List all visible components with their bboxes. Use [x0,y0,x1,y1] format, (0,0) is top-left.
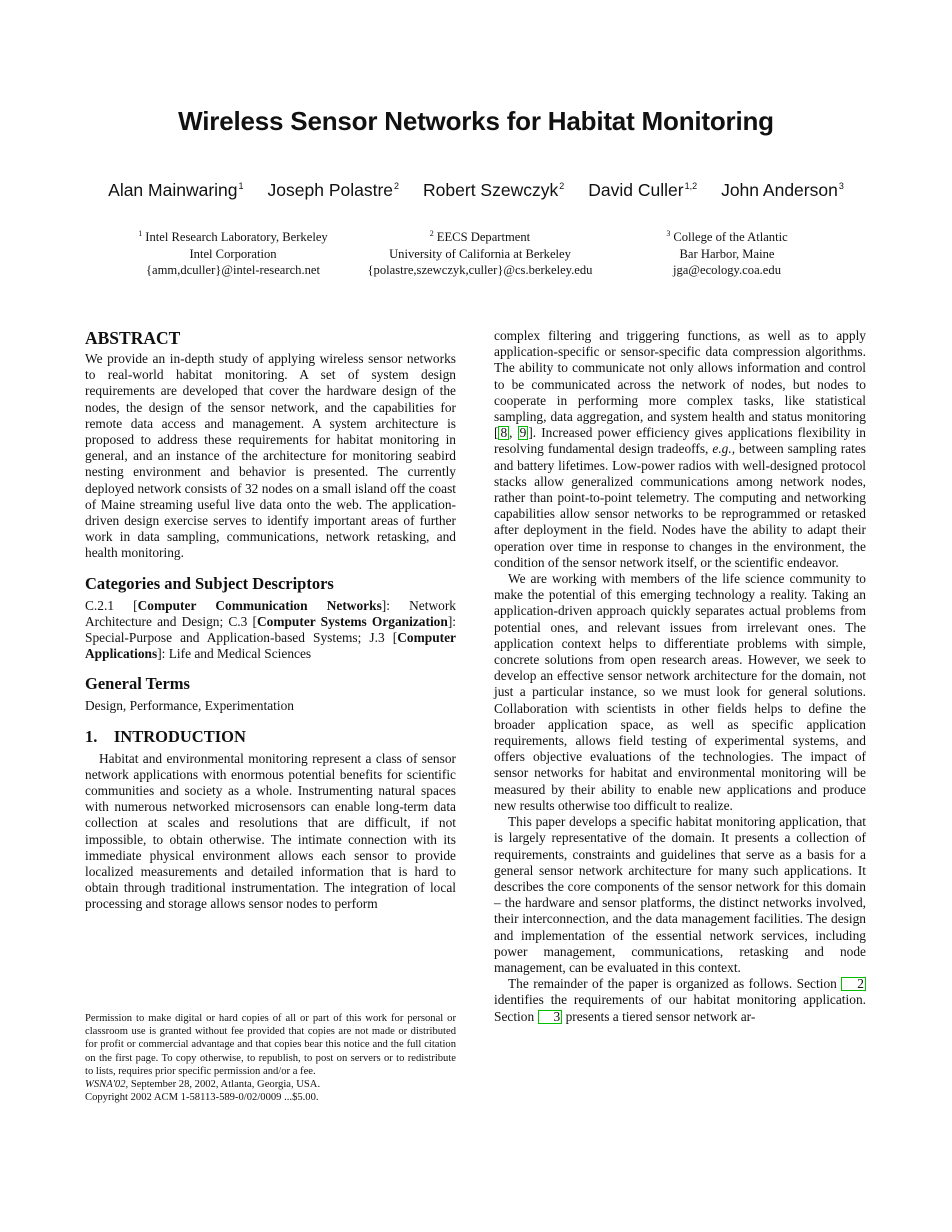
author: Joseph Polastre$^2$ [267,180,400,200]
author: David Culler$^{1,2}$ [588,180,698,200]
general-terms-text: Design, Performance, Experimentation [85,698,294,714]
right-column [494,328,866,1025]
author: Robert Szewczyk$^2$ [423,180,565,200]
section-link-2[interactable]: 2 [841,977,866,991]
body-paragraph: We are working with members of the life science community to make the potential of this emerging technology a reality. Taking an application-driven approach quickly separates actual problems from potential ones, and relevant issues from irrelevant ones. The application context helps to differentiate problems with simple, concrete solutions from open research areas. However, we seek to develop an effective sensor network architecture for the domain, not just a particular instance, so we must look for general solutions. Collaboration with scientists in other fields helps to define the broader application space, as well as specific application requirements, allows field testing of experimental systems, and offers objective evaluations of the technologies. The impact of sensor networks for habitat and environmental monitoring will be measured by their ability to enable new applications and produce new results otherwise too difficult to realize. [494,571,866,813]
categories-heading: Categories and Subject Descriptors [85,573,334,593]
author-list [0,180,952,201]
venue-line: WSNA'02, September 28, 2002, Atlanta, Georgia, USA. [85,1079,321,1091]
author: Alan Mainwaring$^1$ [108,180,244,200]
abstract-text: We provide an in-depth study of applying wireless sensor networks to real-world habitat monitoring. A set of system design requirements are developed that cover the hardware design of the nodes, the design of the sensor network, and the capabilities for remote data access and management. A system architecture is proposed to address these requirements for habitat monitoring in general, and an instance of the architecture for monitoring seabird nesting environment and behavior is presented. The currently deployed network consists of 32 nodes on a small island off the coast of Maine streaming useful live data onto the web. The application-driven design exercise serves to identify important areas of further work in data sampling, communications, network retasking, and health monitoring. [85,351,456,561]
copyright-line: Copyright 2002 ACM 1-58113-589-0/02/0009 ...$5.00. [85,1092,319,1104]
body-paragraph: complex filtering and triggering functions, as well as to apply application-specific or sensor-specific data compression algorithms. The ability to communicate not only allows information and control to be communicated across the network of nodes, but nodes to cooperate in performing more complex tasks, like statistical sampling, data aggregation, and system health and status monitoring [ 8 , 9 ]. Increased power efficiency gives applications flexibility in resolving fundamental design tradeoffs, e.g., between sampling rates and battery lifetimes. Low-power radios with well-designed protocol stacks allow generalized communications among network nodes, rather than point-to-point telemetry. The computing and networking capabilities allow sensor networks to be reprogrammed or retasked after deployment in the field. Nodes have the ability to adapt their operation over time in response to changes in the environment, the condition of the sensor network itself, or the scientific endeavor. [494,328,867,570]
section-link-3[interactable]: 3 [538,1010,563,1024]
body-paragraph: The remainder of the paper is organized as follows. Section 2 identifies the requirements of our habitat monitoring application. Section 3 presents a tiered sensor network ar- [494,976,866,1024]
citation-link-8[interactable]: 8 [500,425,508,441]
left-column [85,328,456,913]
author: John Anderson$^3$ [721,180,844,200]
paper-title: Wireless Sensor Networks for Habitat Monitoring [178,106,774,136]
affiliation-intel: $^1$ Intel Research Laboratory, Berkeley Intel Corporation {amm,dculler}@intel-research.net [138,229,328,277]
abstract-heading: ABSTRACT [85,328,181,348]
categories-text: C.2.1 [Computer Communication Networks]: Network Architecture and Design; C.3 [Computer Systems Organization]: Special-Purpose and Application-based Systems; J.3 [Computer Applications]: Life and Medical Sciences [85,597,456,662]
permission-text: Permission to make digital or hard copies of all or part of this work for personal or classroom use is granted without fee provided that copies are not made or distributed for profit or commercial advantage and that copies bear this notice and the full citation on the first page. To copy otherwise, to republish, to post on servers or to redistribute to lists, requires prior specific permission and/or a fee. [85,1013,456,1077]
body-paragraph: This paper develops a specific habitat monitoring application, that is largely representative of the domain. It presents a collection of requirements, constraints and guidelines that serve as a basis for a general sensor network architecture for many such applications. It describes the core components of the sensor network for this domain – the hardware and sensor platforms, the distinct networks involved, their interconnection, and the data management facilities. The design and implementation of the essential network services, including power management, communications, retasking and node management, can be evaluated in this context. [494,814,866,975]
citation-link-9[interactable]: 9 [519,425,527,441]
general-terms-heading: General Terms [85,674,190,694]
introduction-paragraph: Habitat and environmental monitoring represent a class of sensor network applications with enormous potential benefits for scientific communities and society as a whole. Instrumenting natural spaces with numerous networked microsensors can enable long-term data collection at scales and resolutions that are difficult, if not impossible, to obtain otherwise. The intimate connection with its immediate physical environment allows each sensor to provide localized measurements and detailed information that is hard to obtain through traditional instrumentation. The integration of local processing and storage allows sensor nodes to perform [85,750,456,912]
introduction-heading: 1. INTRODUCTION [85,726,246,746]
affiliation-atlantic: $^3$ College of the Atlantic Bar Harbor, Maine jga@ecology.coa.edu [666,229,788,277]
affiliation-berkeley: $^2$ EECS Department University of California at Berkeley {polastre,szewczyk,culler}@cs.berkeley.edu [367,229,593,277]
permission-notice [85,1012,456,1104]
